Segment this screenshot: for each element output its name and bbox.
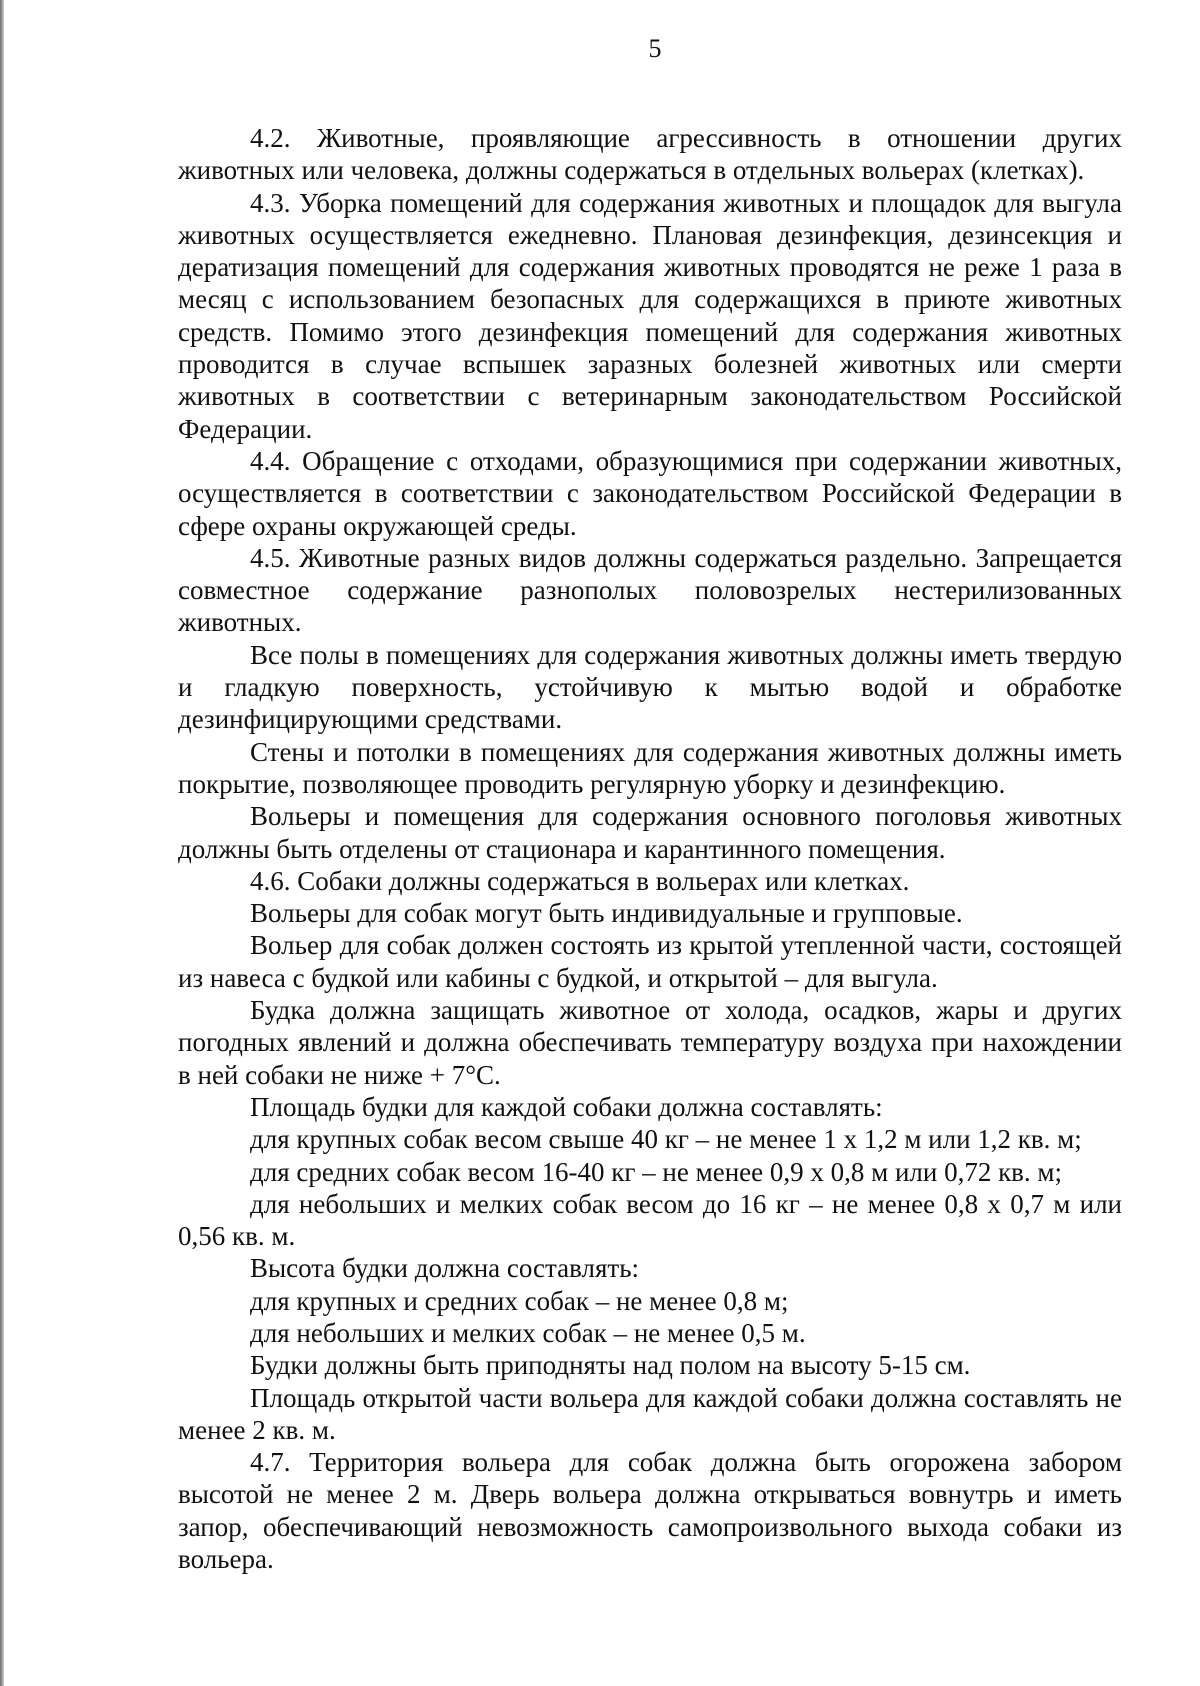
paragraph-4-2: 4.2. Животные, проявляющие агрессивность в отношении других животных или человека, должны содержаться в отдельных вольерах (клетках). <box>178 123 1122 186</box>
paragraph-walls: Стены и потолки в помещениях для содержания животных должны иметь покрытие, позволяющее проводить регулярную уборку и дезинфекцию. <box>178 736 1122 799</box>
paragraph-kennel-area-small: для небольших и мелких собак весом до 16 кг – не менее 0,8 х 0,7 м или 0,56 кв. м. <box>178 1188 1122 1252</box>
paragraph-kennel-area-large: для крупных собак весом свыше 40 кг – не менее 1 х 1,2 м или 1,2 кв. м; <box>250 1124 1082 1155</box>
paragraph-4-7: 4.7. Территория вольера для собак должна быть огорожена забором высотой не менее 2 м. Дверь вольера должна открываться вовнутрь и иметь запор, обеспечивающий невозможность самопроизвольного выхода собаки из вольера. <box>178 1447 1122 1575</box>
paragraph-enclosure-structure: Вольер для собак должен состоять из крытой утепленной части, состоящей из навеса с будкой или кабины с будкой, и открытой – для выгула. <box>178 930 1122 993</box>
paragraph-kennel-area-heading: Площадь будки для каждой собаки должна составлять: <box>250 1091 883 1122</box>
paragraph-4-6: 4.6. Собаки должны содержаться в вольерах или клетках. <box>250 865 910 896</box>
paragraph-floors: Все полы в помещениях для содержания животных должны иметь твердую и гладкую поверхность, устойчивую к мытью водой и обработке дезинфицирующими средствами. <box>178 639 1122 735</box>
paragraph-4-3: 4.3. Уборка помещений для содержания животных и площадок для выгула животных осуществляется ежедневно. Плановая дезинфекция, дезинсекция и дератизация помещений для содержания животных проводятся не реже 1 раза в месяц с использованием безопасных для содержащихся в приюте животных средств. Помимо этого дезинфекция помещений для содержания животных проводится в случае вспышек заразных болезней животных или смерти животных в соответствии с ветеринарным законодательством Российской Федерации. <box>178 187 1122 444</box>
page-number: 5 <box>648 34 662 63</box>
document-body <box>178 122 1122 1575</box>
paragraph-kennel-height-heading: Высота будки должна составлять: <box>250 1253 640 1284</box>
paragraph-kennel-height-large: для крупных и средних собак – не менее 0,8 м; <box>250 1285 789 1316</box>
paragraph-4-5: 4.5. Животные разных видов должны содержаться раздельно. Запрещается совместное содержание разнополых половозрелых нестерилизованных животных. <box>178 542 1122 638</box>
paragraph-kennel-area-medium: для средних собак весом 16-40 кг – не менее 0,9 х 0,8 м или 0,72 кв. м; <box>250 1156 1063 1187</box>
paragraph-enclosure-types: Вольеры для собак могут быть индивидуальные и групповые. <box>250 898 963 929</box>
paragraph-kennel-height-small: для небольших и мелких собак – не менее 0,5 м. <box>250 1317 806 1348</box>
paragraph-kennel-raised: Будки должны быть приподняты над полом на высоту 5-15 см. <box>250 1350 971 1381</box>
scan-edge <box>0 0 4 1686</box>
paragraph-open-area: Площадь открытой части вольера для каждой собаки должна составлять не менее 2 кв. м. <box>178 1382 1122 1445</box>
paragraph-kennel-protection: Будка должна защищать животное от холода, осадков, жары и других погодных явлений и должна обеспечивать температуру воздуха при нахождении в ней собаки не ниже + 7°С. <box>178 995 1122 1090</box>
paragraph-4-4: 4.4. Обращение с отходами, образующимися при содержании животных, осуществляется в соответствии с законодательством Российской Федерации в сфере охраны окружающей среды. <box>178 445 1122 541</box>
paragraph-enclosures: Вольеры и помещения для содержания основного поголовья животных должны быть отделены от стационара и карантинного помещения. <box>178 801 1122 864</box>
